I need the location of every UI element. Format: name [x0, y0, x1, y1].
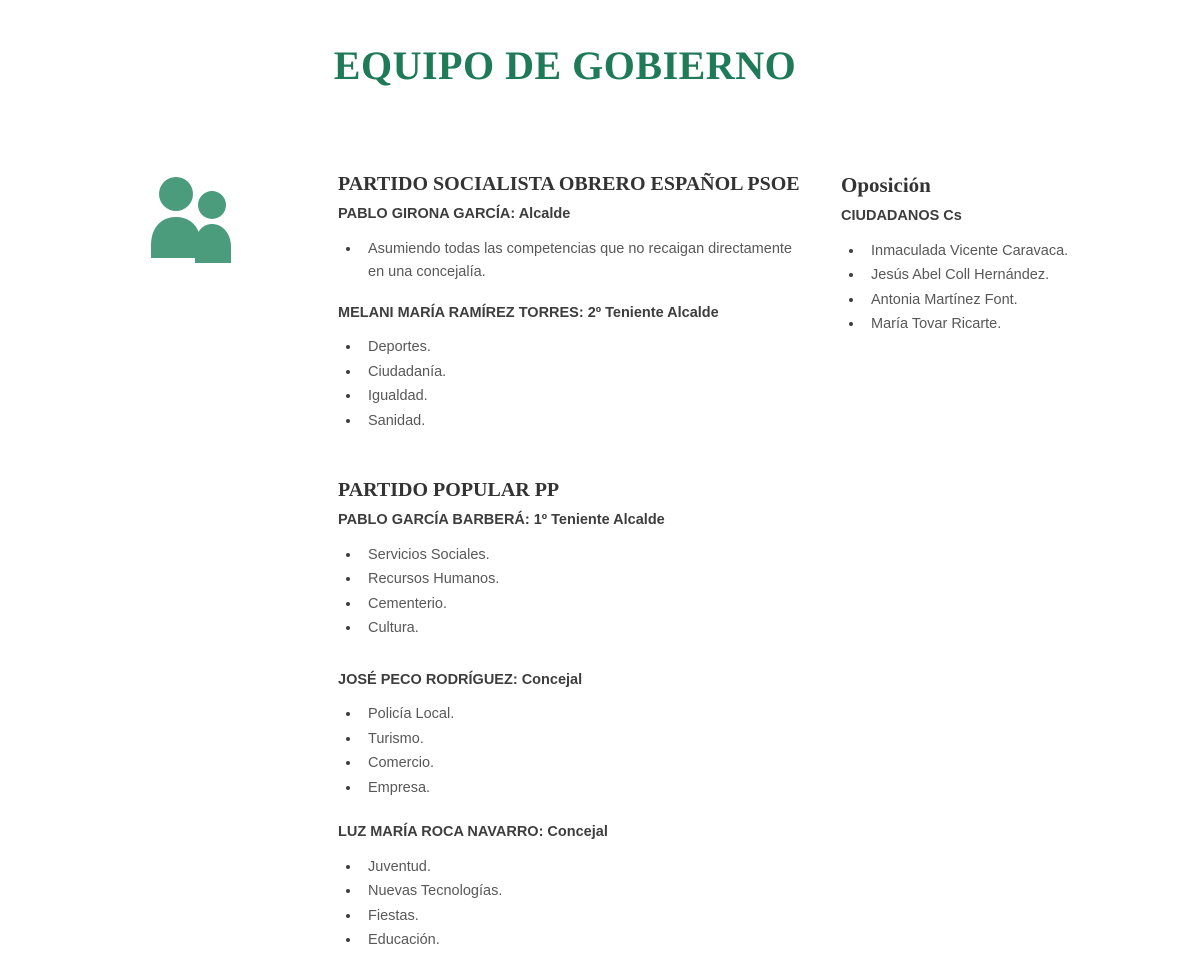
responsibility-list	[338, 238, 803, 285]
page-title: EQUIPO DE GOBIERNO	[333, 43, 797, 88]
list-item: María Tovar Ricarte.	[841, 313, 1141, 336]
list-item: Turismo.	[338, 728, 803, 751]
member-name-role: JOSÉ PECO RODRÍGUEZ: Concejal	[338, 671, 583, 688]
member-name-role: LUZ MARÍA ROCA NAVARRO: Concejal	[338, 824, 608, 841]
member-name-role: MELANI MARÍA RAMÍREZ TORRES: 2º Teniente Alcalde	[338, 304, 719, 321]
member-name-role: PABLO GIRONA GARCÍA: Alcalde	[338, 206, 571, 222]
party-title: PARTIDO POPULAR PP	[338, 479, 560, 502]
list-item: Educación.	[338, 929, 803, 952]
list-item: Policía Local.	[338, 703, 803, 726]
list-item: Jesús Abel Coll Hernández.	[841, 264, 1141, 287]
list-item: Inmaculada Vicente Caravaca.	[841, 240, 1141, 263]
list-item: Recursos Humanos.	[338, 568, 803, 591]
list-item: Cementerio.	[338, 593, 803, 616]
responsibility-list	[338, 703, 803, 800]
list-item: Comercio.	[338, 752, 803, 775]
opposition-party-name: CIUDADANOS Cs	[841, 208, 962, 225]
list-item: Igualdad.	[338, 385, 803, 408]
list-item: Cultura.	[338, 617, 803, 640]
spacer	[338, 642, 803, 671]
list-item: Servicios Sociales.	[338, 544, 803, 567]
spacer	[338, 286, 803, 304]
list-item: Sanidad.	[338, 410, 803, 433]
member-name-role: PABLO GARCÍA BARBERÁ: 1º Teniente Alcalde	[338, 512, 665, 529]
spacer	[338, 434, 803, 478]
list-item: Juventud.	[338, 856, 803, 879]
list-item: Nuevas Tecnologías.	[338, 880, 803, 903]
list-item: Deportes.	[338, 336, 803, 359]
government-column	[338, 172, 803, 954]
page-title-container	[0, 44, 1130, 88]
responsibility-list	[338, 856, 803, 953]
list-item: Empresa.	[338, 777, 803, 800]
people-group-icon	[146, 172, 238, 264]
list-item: Fiestas.	[338, 905, 803, 928]
opposition-member-list	[841, 240, 1141, 337]
party-section-pp	[338, 478, 803, 953]
party-title: PARTIDO SOCIALISTA OBRERO ESPAÑOL PSOE	[338, 173, 800, 195]
list-item: Asumiendo todas las competencias que no recaigan directamente en una concejalía.	[338, 238, 803, 285]
opposition-column	[841, 172, 1141, 338]
spacer	[338, 801, 803, 823]
party-section-psoe	[338, 172, 803, 433]
responsibility-list	[338, 336, 803, 433]
responsibility-list	[338, 544, 803, 641]
list-item: Ciudadanía.	[338, 361, 803, 384]
list-item: Antonia Martínez Font.	[841, 289, 1141, 312]
opposition-heading: Oposición	[841, 173, 931, 197]
